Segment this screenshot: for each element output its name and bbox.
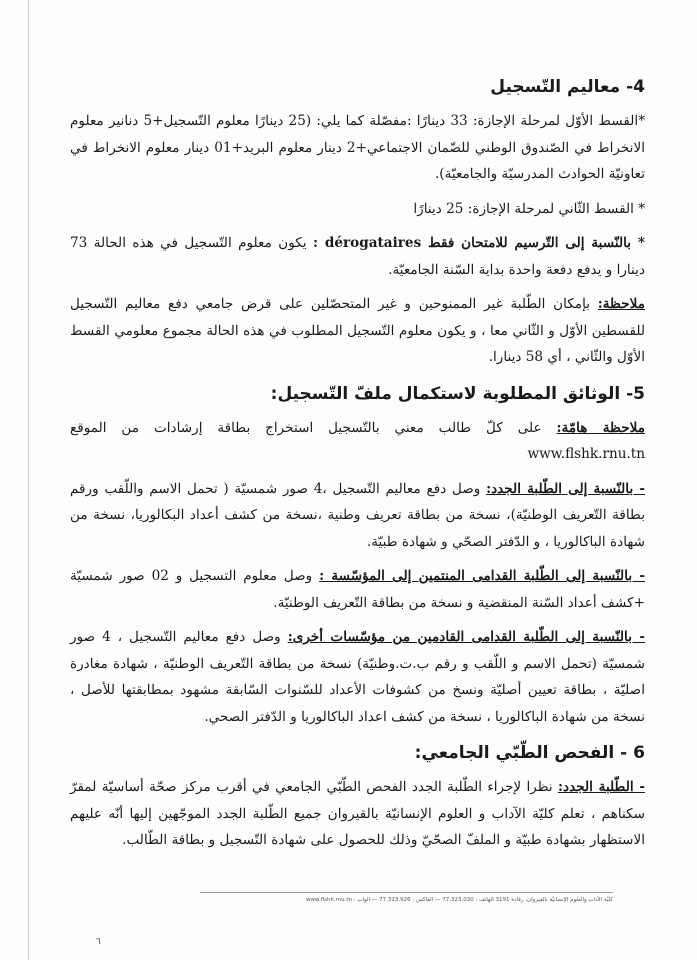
document-body <box>70 72 645 862</box>
page-number: ٦ <box>96 937 101 947</box>
important-note <box>70 415 645 468</box>
medical-new-text: نظرا لإجراء الطّلبة الجدد الفحص الطّبّي الجامعي في أقرب مركز صحّة أساسيّة لمقرّ سكناهم ، تعلم كليّة الآداب و العلوم الإنسانيّة بالقيروان جميع الطّلبة الجدد الموجّهين إليها أنّه عليهم الاستظهار بشهادة طبيّة و الملفّ الصحّيّ وذلك للحصول على شهادة التّسجيل و بطاقة الطّالب. <box>70 779 645 848</box>
important-note-text: على كلّ طالب معني بالتّسجيل استخراج بطاقة إرشادات من الموقع www.flshk.rnu.tn <box>70 419 645 462</box>
transfer-students-label: - بالنّسبة إلى الطّلبة القدامى القادمين من مؤسّسات أخرى: <box>287 629 645 645</box>
fees-heading: 4- معاليم التّسجيل <box>490 77 645 97</box>
former-students-docs <box>70 563 645 616</box>
footer-rule <box>200 892 613 893</box>
new-students-docs <box>70 476 645 556</box>
second-installment: * القسط الثّاني لمرحلة الإجازة: 25 دينارًا <box>413 200 645 217</box>
transfer-students-text: وصل دفع معاليم التّسجيل ، 4 صور شمسيّة (تحمل الاسم و اللّقب و رقم ب.ت.وطنيّة) نسخة من بطاقة التّعريف الوطنيّة ، شهادة مغادرة اصليّة ، بطاقة تعيين أصليّة ونسخ من كشوفات الأعداد للسّنوات السّابقة مشهود بمطابقتها للأصل ، نسخة من شهادة الباكالوريا ، نسخة من كشف اعداد الباكالوريا و الدّفتر الصحي. <box>70 629 645 725</box>
medical-new-label: - الطّلبة الجدد: <box>558 779 646 795</box>
first-installment: *القسط الأوّل لمرحلة الإجازة: 33 دينارًا :مفصّلة كما يلي: (25 دينارًا معلوم التّسجيل+5 دنانير معلوم الانخراط في الصّندوق الوطني للضّمان الاجتماعي+2 دينار معلوم البريد+01 دينار معلوم الانخراط في تعاونيّة الحوادث المدرسيّة والجامعيّة). <box>70 113 645 182</box>
important-note-label: ملاحظة هامّة: <box>556 419 645 436</box>
former-students-text: وصل معلوم التسجيل و 02 صور شمسيّة +كشف أعداد السّنة المنقضية و نسخة من بطاقة التّعريف الوطنيّة. <box>70 568 645 611</box>
documents-heading: 5- الوثائق المطلوبة لاستكمال ملفّ التّسجيل: <box>270 383 645 404</box>
new-students-text: وصل دفع معاليم التّسجيل ،4 صور شمسيّة ( تحمل الاسم واللّقب ورقم بطاقة التّعريف الوطنيّة)، نسخة من بطاقة تعريف وطنية ،نسخة من كشف أعداد البكالوريا، نسخة من شهادة الباكالوريا ، و الدّفتر الصحّي و شهادة طبيّة. <box>70 480 645 550</box>
former-students-label: - بالنّسبة إلى الطّلبة القدامى المنتمين إلى المؤسّسة : <box>319 568 645 584</box>
fees-note-text: بإمكان الطّلبة غير الممنوحين و غير المتحصّلين على قرض جامعي دفع معاليم التّسجيل للقسطين الأوّل و الثّاني معا ، و يكون معلوم التّسجيل المطلوب في هذه الحالة مجموع معلومي القسط الأوّل والثّاني ، أي 58 دينارا. <box>70 296 645 365</box>
fees-note-label: ملاحظة: <box>597 296 645 312</box>
derogataires-lead: * بالنّسبة إلى التّرسيم للامتحان فقط dérogataires : <box>312 235 645 251</box>
medical-paragraph <box>70 774 645 854</box>
medical-heading: 6 - الفحص الطّبّي الجامعي: <box>414 743 645 763</box>
derogataires-text: يكون معلوم التّسجيل في هذه الحالة 73 دينارا و يدفع دفعة واحدة بداية السّنة الجامعيّة. <box>70 235 645 278</box>
derogataires-paragraph <box>70 230 645 283</box>
transfer-students-docs <box>70 624 645 730</box>
new-students-label: - بالنّسبة إلى الطّلبة الجدد: <box>486 480 645 497</box>
footer-contact: كليّة الآداب والعلوم الإنسانيّة بالقيروان، رقادة 3191 الهاتف : 77.323.030 — الفاكس : 77.323.926 — الواب : www.flshk.rnu.tn <box>305 897 613 903</box>
margin-rule <box>28 0 29 960</box>
fees-note <box>70 291 645 371</box>
